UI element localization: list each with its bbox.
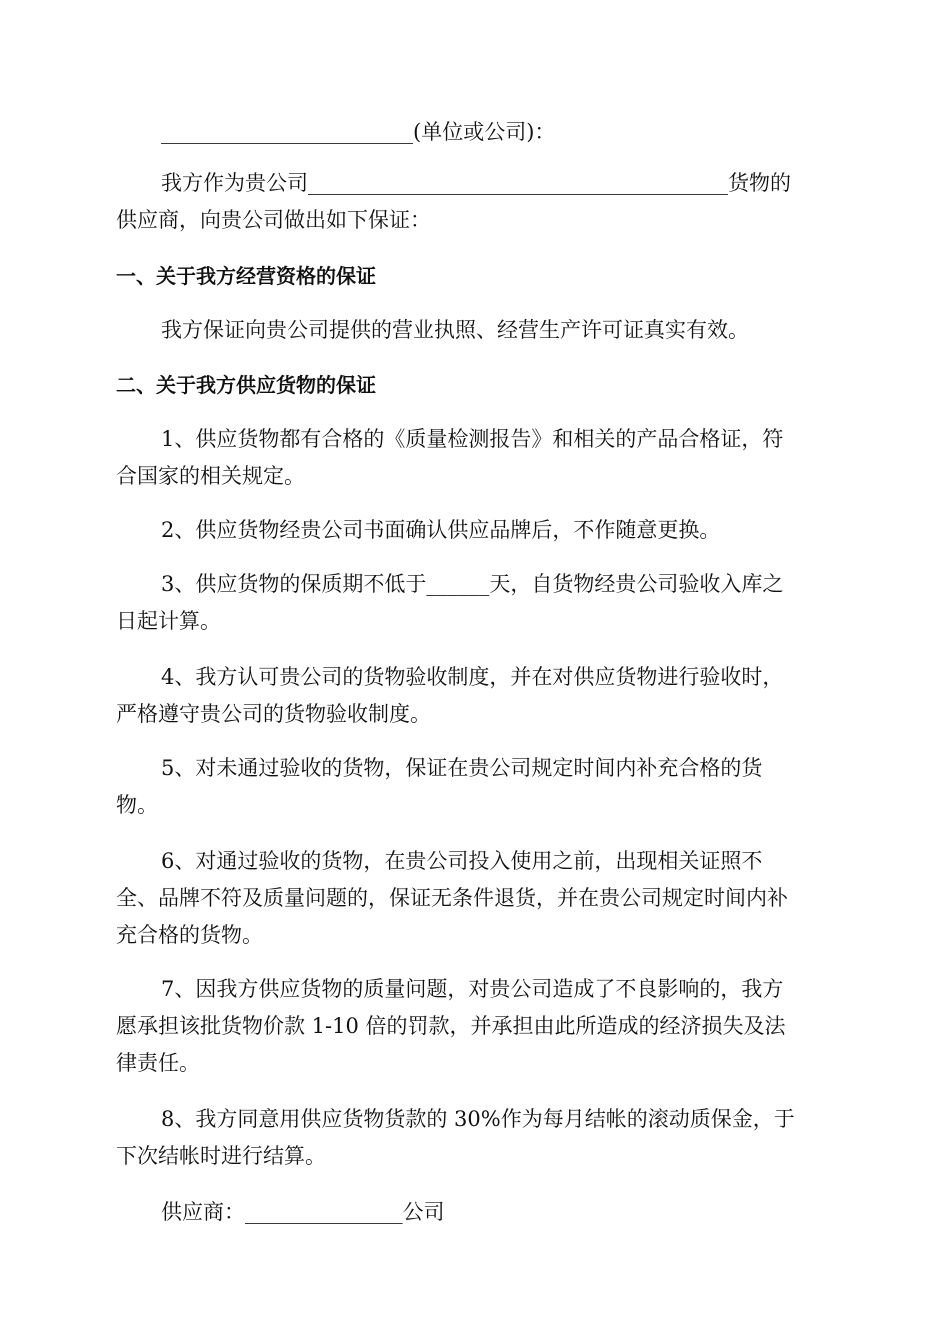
guarantee-item-6-line-2: 全、品牌不符及质量问题的，保证无条件退货，并在贵公司规定时间内补: [116, 886, 788, 910]
guarantee-item-4-line-1: 4、我方认可贵公司的货物验收制度，并在对供应货物进行验收时，: [161, 665, 784, 689]
guarantee-item-6-line-3: 充合格的货物。: [116, 923, 263, 947]
guarantee-item-1-line-2: 合国家的相关规定。: [116, 464, 305, 488]
intro-blank: ________________________________________: [308, 171, 728, 195]
guarantee-item-7-line-1: 7、因我方供应货物的质量问题，对贵公司造成了不良影响的，我方: [161, 977, 784, 1001]
intro-suffix: 货物的: [728, 171, 791, 195]
addressee-line: [116, 114, 836, 151]
guarantee-item-8-line-1: 8、我方同意用供应货物货款的 30%作为每月结帐的滚动质保金，于: [161, 1107, 795, 1131]
guarantee-item-6-line-1: 6、对通过验收的货物，在贵公司投入使用之前，出现相关证照不: [161, 849, 763, 873]
intro-prefix: 我方作为贵公司: [161, 171, 308, 195]
intro-line-1: [116, 165, 836, 202]
supplier-blank: _______________: [245, 1200, 403, 1224]
guarantee-item-7-line-2: 愿承担该批货物价款 1-10 倍的罚款，并承担由此所造成的经济损失及法: [116, 1014, 786, 1038]
supplier-label: 供应商：: [161, 1200, 245, 1224]
addressee-blank: ________________________: [161, 120, 413, 144]
section1-body: 我方保证向贵公司提供的营业执照、经营生产许可证真实有效。: [161, 318, 749, 342]
section2-heading: 二、关于我方供应货物的保证: [116, 373, 376, 397]
guarantee-item-7-line-3: 律责任。: [116, 1051, 200, 1075]
guarantee-item-2-line-1: 2、供应货物经贵公司书面确认供应品牌后，不作随意更换。: [161, 518, 721, 542]
section1-heading: 一、关于我方经营资格的保证: [116, 264, 376, 288]
intro-line-2: 供应商，向贵公司做出如下保证：: [116, 208, 431, 232]
addressee-text: (单位或公司)：: [413, 120, 556, 144]
supplier-signature-line: [116, 1194, 836, 1231]
guarantee-item-5-line-1: 5、对未通过验收的货物，保证在贵公司规定时间内补充合格的货: [161, 756, 763, 780]
guarantee-item-4-line-2: 严格遵守贵公司的货物验收制度。: [116, 702, 431, 726]
supplier-suffix: 公司: [402, 1200, 445, 1224]
guarantee-item-5-line-2: 物。: [116, 793, 158, 817]
guarantee-item-8-line-2: 下次结帐时进行结算。: [116, 1144, 326, 1168]
guarantee-item-3-line-2: 日起计算。: [116, 609, 221, 633]
guarantee-item-3-line-1: 3、供应货物的保质期不低于______天，自货物经贵公司验收入库之: [161, 572, 784, 596]
guarantee-item-1-line-1: 1、供应货物都有合格的《质量检测报告》和相关的产品合格证，符: [161, 427, 784, 451]
